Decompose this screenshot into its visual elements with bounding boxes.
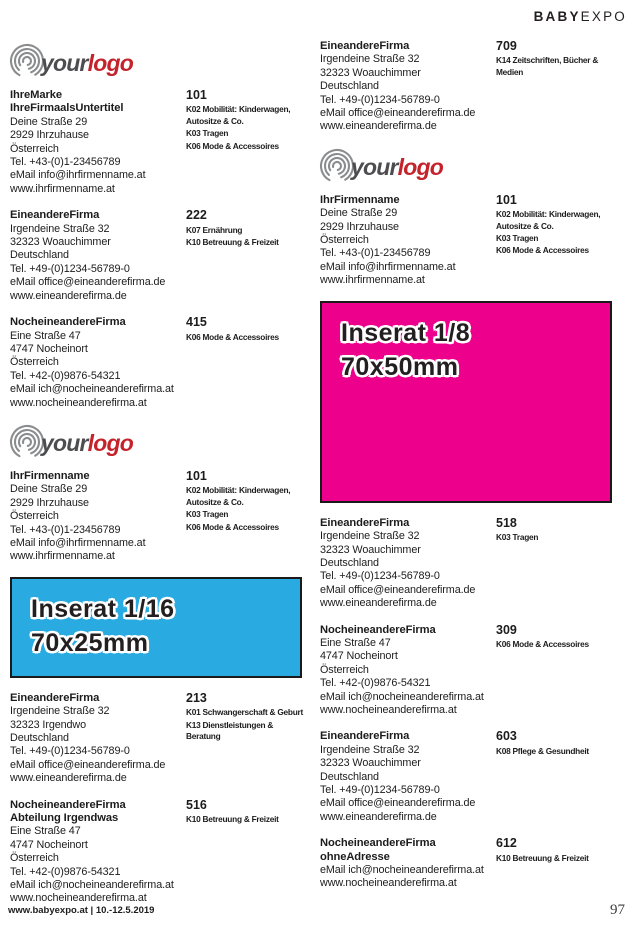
category-label: K10 Betreuung & Freizeit (496, 852, 589, 863)
logo-text-your: your (41, 430, 88, 457)
booth-info (496, 40, 614, 134)
company-address-line: 4747 Nocheinort (10, 342, 88, 355)
exhibitor-listing (320, 730, 616, 824)
category-label: K01 Schwangerschaft & Geburt (186, 707, 304, 718)
booth-number: 101 (496, 192, 517, 207)
brand-logo (534, 9, 627, 24)
exhibitor-listing (320, 624, 616, 718)
company-name: NocheineandereFirma (10, 798, 126, 811)
category-label: K10 Betreuung & Freizeit (186, 237, 279, 248)
ad-placeholder (10, 577, 302, 678)
company-info (320, 837, 496, 891)
company-address-line: 32323 Woauchimmer (320, 66, 421, 79)
company-name: EineandereFirma (10, 691, 100, 704)
exhibitor-listing (10, 799, 306, 906)
category-label: K06 Mode & Accessoires (496, 245, 589, 256)
category-label: K03 Tragen (496, 233, 539, 244)
company-website[interactable]: www.eineanderefirma.de (320, 120, 437, 133)
company-website[interactable]: www.nocheineanderefirma.at (10, 892, 147, 905)
booth-number: 518 (496, 515, 517, 530)
listing-row (10, 470, 306, 564)
exhibitor-listing (320, 40, 616, 134)
company-address-line: Deutschland (10, 249, 69, 262)
company-website[interactable]: www.eineanderefirma.de (320, 810, 437, 823)
listing-row (320, 730, 616, 824)
category-label: K02 Mobilität: Kinderwagen, Autositze & Co. (496, 209, 601, 231)
company-website[interactable]: www.nocheineanderefirma.at (10, 396, 147, 409)
exhibitor-listing (10, 692, 306, 786)
company-info (320, 730, 496, 824)
company-info (10, 470, 186, 564)
company-address-line: Tel. +42-(0)9876-54321 (320, 677, 431, 690)
left-column (10, 42, 306, 919)
category-label: K07 Ernährung (186, 224, 243, 235)
company-email[interactable]: eMail info@ihrfirmenname.at (10, 169, 146, 182)
company-name: EineandereFirma (320, 516, 410, 529)
right-column (320, 40, 616, 904)
page-number: 97 (610, 902, 625, 918)
booth-number: 309 (496, 622, 517, 637)
company-address-line: Irgendeine Straße 32 (320, 530, 420, 543)
company-info (10, 89, 186, 196)
company-email[interactable]: eMail info@ihrfirmenname.at (320, 260, 456, 273)
company-website[interactable]: www.eineanderefirma.de (10, 772, 127, 785)
company-info (320, 517, 496, 611)
company-address-line: 4747 Nocheinort (320, 650, 398, 663)
category-label: K03 Tragen (186, 128, 229, 139)
company-email[interactable]: eMail office@eineanderefirma.de (320, 107, 476, 120)
listing-row (10, 799, 306, 906)
booth-info (496, 837, 614, 891)
company-address-line: Österreich (10, 356, 59, 369)
company-address-line: Deutschland (320, 556, 379, 569)
exhibitor-listing (320, 837, 616, 891)
category-label: K06 Mode & Accessoires (496, 638, 589, 649)
logo-text-logo: logo (397, 154, 443, 181)
exhibitor-listing (10, 42, 306, 196)
booth-info (496, 624, 614, 718)
company-info (10, 799, 186, 906)
listing-row (10, 89, 306, 196)
category-label: K10 Betreuung & Freizeit (186, 814, 279, 825)
logo-text-logo: logo (87, 49, 133, 76)
category-label: K03 Tragen (496, 532, 539, 543)
ad-placeholder (320, 301, 612, 503)
company-address-line: Deine Straße 29 (10, 115, 88, 128)
company-email[interactable]: eMail office@eineanderefirma.de (10, 276, 166, 289)
company-address-line: Tel. +43-(0)1-23456789 (320, 247, 431, 260)
company-info (10, 692, 186, 786)
listing-row (320, 517, 616, 611)
company-name: EineandereFirma (320, 730, 410, 743)
logo-text-logo: logo (87, 430, 133, 457)
booth-number: 101 (186, 468, 207, 483)
company-address-line: 32323 Woauchimmer (10, 236, 111, 249)
company-name: NocheineandereFirma (10, 316, 126, 329)
company-address-line: Österreich (10, 142, 59, 155)
company-address-line: Tel. +43-(0)1-23456789 (10, 156, 121, 169)
company-address-line: Deine Straße 29 (10, 483, 88, 496)
company-name: IhrFirmenname (320, 193, 400, 206)
exhibitor-listing (10, 423, 306, 564)
ad-text-line: 70x50mm (341, 352, 459, 381)
booth-number: 213 (186, 690, 207, 705)
company-email[interactable]: eMail info@ihrfirmenname.at (10, 536, 146, 549)
company-website[interactable]: www.ihrfirmenname.at (320, 274, 425, 287)
company-address-line: Tel. +49-(0)1234-56789-0 (10, 262, 130, 275)
booth-number: 516 (186, 797, 207, 812)
company-info (320, 624, 496, 718)
booth-number: 101 (186, 88, 207, 102)
booth-info (186, 316, 304, 410)
company-address-line: Tel. +49-(0)1234-56789-0 (10, 745, 130, 758)
brand-bold: BABY (533, 9, 581, 24)
exhibitor-listing (320, 147, 616, 288)
company-email[interactable]: eMail ich@nocheineanderefirma.at (10, 383, 174, 396)
company-name: IhreMarke (10, 89, 62, 101)
company-address-line: Tel. +49-(0)1234-56789-0 (320, 93, 440, 106)
listing-row (320, 837, 616, 891)
company-website[interactable]: www.ihrfirmenname.at (10, 550, 115, 563)
company-website[interactable]: www.eineanderefirma.de (320, 597, 437, 610)
yourlogo-image (318, 147, 616, 187)
category-label: K13 Dienstleistungen & Beratung (186, 719, 274, 741)
category-label: K02 Mobilität: Kinderwagen, Autositze & Co. (186, 104, 291, 126)
logo-text-your: your (351, 154, 398, 181)
booth-number: 415 (186, 315, 207, 330)
company-address-line: Tel. +42-(0)9876-54321 (10, 369, 121, 382)
company-address-line: Deutschland (320, 80, 379, 93)
booth-info (186, 89, 304, 196)
company-address-line: 32323 Irgendwo (10, 718, 87, 731)
booth-number: 709 (496, 39, 517, 53)
company-address-line: 32323 Woauchimmer (320, 757, 421, 770)
listing-row (320, 194, 616, 288)
ad-text-line: Inserat 1/8 (341, 318, 471, 347)
company-address-line: Deutschland (10, 732, 69, 744)
listing-row (10, 316, 306, 410)
company-name: EineandereFirma (320, 40, 410, 52)
exhibitor-listing (10, 209, 306, 303)
exhibitor-listing (320, 517, 616, 611)
booth-number: 222 (186, 208, 207, 223)
company-address-line: Österreich (10, 852, 59, 865)
company-address-line: 2929 Ihrzuhause (10, 129, 89, 142)
company-address-line: Deutschland (320, 770, 379, 783)
company-name: ohneAdresse (320, 850, 390, 863)
company-email[interactable]: eMail office@eineanderefirma.de (10, 758, 166, 771)
company-email[interactable]: eMail ich@nocheineanderefirma.at (320, 864, 484, 877)
booth-info (496, 517, 614, 611)
company-name: EineandereFirma (10, 209, 100, 222)
category-label: K06 Mode & Accessoires (186, 140, 279, 151)
company-address-line: Eine Straße 47 (320, 636, 391, 649)
company-name: IhreFirmaalsUntertitel (10, 102, 124, 115)
company-address-line: Österreich (10, 510, 59, 523)
booth-info (496, 730, 614, 824)
category-label: K06 Mode & Accessoires (186, 521, 279, 532)
company-info (320, 40, 496, 134)
booth-info (186, 209, 304, 303)
company-address-line: 2929 Ihrzuhause (320, 220, 399, 233)
company-name: IhrFirmenname (10, 469, 90, 482)
listing-row (320, 624, 616, 718)
company-address-line: Deine Straße 29 (320, 207, 398, 220)
company-address-line: Irgendeine Straße 32 (10, 705, 110, 718)
company-info (320, 194, 496, 288)
listing-row (320, 40, 616, 134)
logo-text-your: your (41, 49, 88, 76)
company-email[interactable]: eMail ich@nocheineanderefirma.at (10, 879, 174, 892)
booth-info (186, 470, 304, 564)
company-address-line: Österreich (320, 234, 369, 247)
booth-info (186, 799, 304, 906)
yourlogo-image (8, 423, 306, 463)
category-label: K02 Mobilität: Kinderwagen, Autositze & Co. (186, 485, 291, 507)
company-address-line: 2929 Ihrzuhause (10, 496, 89, 509)
company-address-line: Irgendeine Straße 32 (320, 53, 420, 66)
company-address-line: Tel. +49-(0)1234-56789-0 (320, 570, 440, 583)
company-address-line: 32323 Woauchimmer (320, 543, 421, 556)
company-address-line: Tel. +42-(0)9876-54321 (10, 865, 121, 878)
company-email[interactable]: eMail office@eineanderefirma.de (320, 797, 476, 810)
category-label: K14 Zeitschriften, Bücher & Medien (496, 55, 599, 77)
listing-row (10, 692, 306, 786)
company-name: NocheineandereFirma (320, 837, 436, 850)
company-website[interactable]: www.ihrfirmenname.at (10, 182, 115, 195)
category-label: K06 Mode & Accessoires (186, 331, 279, 342)
company-address-line: Irgendeine Straße 32 (320, 743, 420, 756)
category-label: K03 Tragen (186, 509, 229, 520)
company-website[interactable]: www.eineanderefirma.de (10, 289, 127, 302)
company-address-line: Eine Straße 47 (10, 825, 81, 838)
company-address-line: Tel. +43-(0)1-23456789 (10, 523, 121, 536)
ad-text-line: Inserat 1/16 (31, 594, 175, 623)
company-name: NocheineandereFirma (320, 623, 436, 636)
company-address-line: 4747 Nocheinort (10, 838, 88, 851)
yourlogo-image (8, 42, 306, 82)
company-address-line: Österreich (320, 663, 369, 676)
company-address-line: Irgendeine Straße 32 (10, 222, 110, 235)
ad-text-line: 70x25mm (31, 628, 149, 657)
company-email[interactable]: eMail ich@nocheineanderefirma.at (320, 690, 484, 703)
listing-row (10, 209, 306, 303)
category-label: K08 Pflege & Gesundheit (496, 745, 589, 756)
company-email[interactable]: eMail office@eineanderefirma.de (320, 583, 476, 596)
company-address-line: Tel. +49-(0)1234-56789-0 (320, 784, 440, 796)
company-name: Abteilung Irgendwas (10, 812, 119, 825)
company-website[interactable]: www.nocheineanderefirma.at (320, 703, 457, 716)
booth-info (186, 692, 304, 786)
booth-info (496, 194, 614, 288)
company-website[interactable]: www.nocheineanderefirma.at (320, 877, 457, 890)
company-address-line: Eine Straße 47 (10, 329, 81, 342)
company-info (10, 209, 186, 303)
footer-info: www.babyexpo.at | 10.-12.5.2019 (8, 905, 155, 916)
exhibitor-listing (10, 316, 306, 410)
booth-number: 612 (496, 836, 517, 851)
brand-light: EXPO (580, 9, 627, 24)
company-info (10, 316, 186, 410)
booth-number: 603 (496, 729, 517, 744)
